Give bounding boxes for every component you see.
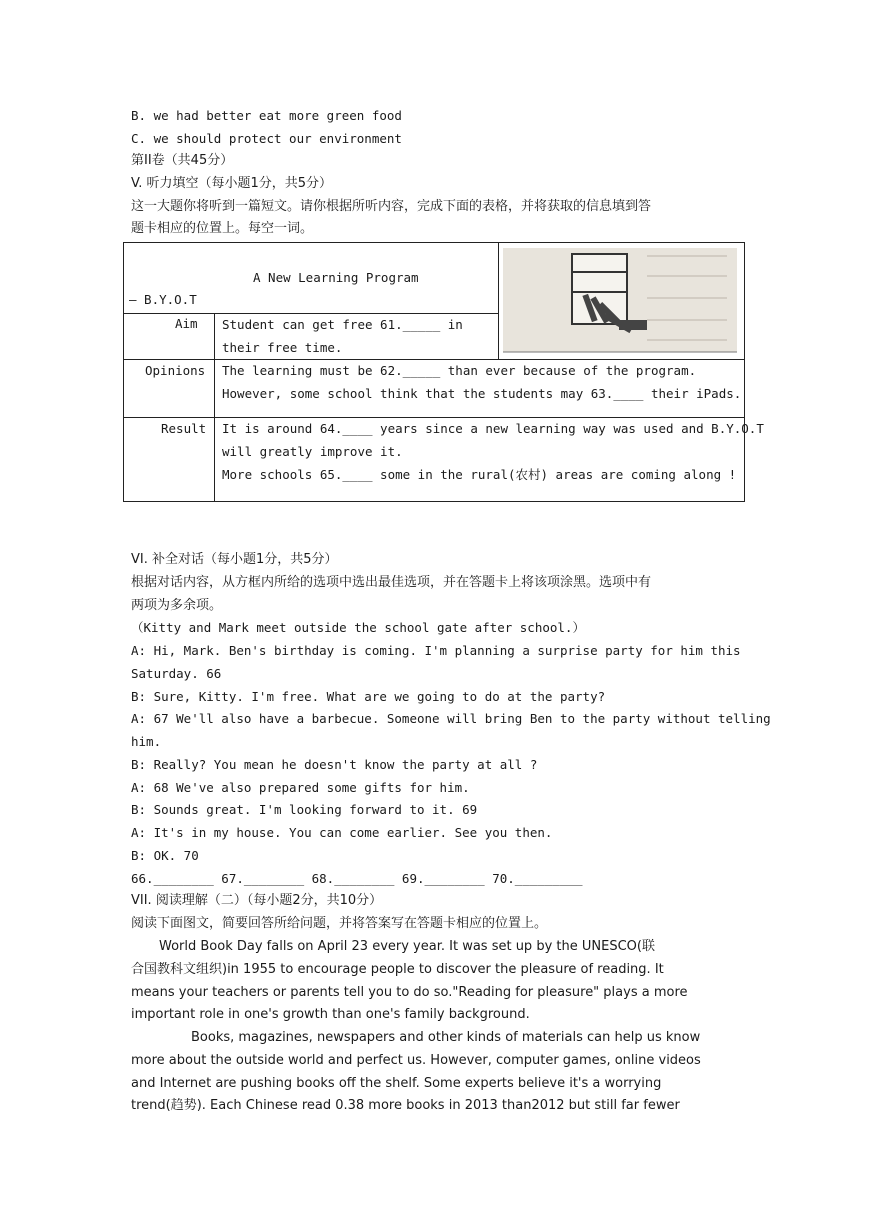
aim-line-2: their free time. (222, 340, 343, 355)
passage-line: Books, magazines, newspapers and other kinds of materials can help us know (191, 1030, 701, 1045)
opinions-line-2: However, some school think that the students may 63.____ their iPads. (222, 386, 742, 401)
row-label-aim: Aim (175, 316, 198, 331)
dialogue-line: A: It's in my house. You can come earlier. See you then. (131, 825, 553, 840)
table-title: A New Learning Program (253, 270, 419, 285)
table-subtitle: — B.Y.O.T (129, 292, 197, 307)
result-line-1: It is around 64.____ years since a new learning way was used and B.Y.O.T (222, 421, 764, 436)
dialogue-line: A: Hi, Mark. Ben's birthday is coming. I'm planning a surprise party for him this (131, 643, 741, 658)
dialogue-line: A: 67 We'll also have a barbecue. Someone will bring Ben to the party without telling (131, 711, 771, 726)
row-label-result: Result (161, 421, 207, 436)
result-line-2: will greatly improve it. (222, 444, 403, 459)
passage-line: and Internet are pushing books off the shelf. Some experts believe it's a worrying (131, 1076, 662, 1091)
row-label-opinions: Opinions (145, 363, 206, 378)
answer-blanks: 66.________ 67.________ 68.________ 69.________ 70._________ (131, 871, 583, 886)
dialogue-line: B: Sure, Kitty. I'm free. What are we going to do at the party? (131, 689, 606, 704)
dialogue-line: B: OK. 70 (131, 848, 199, 863)
passage-line: more about the outside world and perfect us. However, computer games, online videos (131, 1053, 701, 1068)
opinions-line-1: The learning must be 62._____ than ever because of the program. (222, 363, 697, 378)
dialogue-line: （Kitty and Mark meet outside the school gate after school.） (131, 620, 585, 635)
section5-instruction-cont: 题卡相应的位置上。每空一词。 (131, 221, 314, 236)
book-shelf-icon (497, 242, 745, 358)
listening-table (123, 242, 764, 502)
option-c: C. we should protect our environment (131, 131, 402, 146)
option-b: B. we had better eat more green food (131, 108, 402, 123)
dialogue-line: him. (131, 734, 162, 749)
section6-instruction-cont: 两项为多余项。 (131, 598, 223, 613)
section6-title: VI. 补全对话（每小题1分，共5分） (131, 552, 338, 567)
passage-line: means your teachers or parents tell you to do so."Reading for pleasure" plays a more (131, 985, 688, 1000)
dialogue-line: B: Sounds great. I'm looking forward to it. 69 (131, 802, 478, 817)
dialogue-line: Saturday. 66 (131, 666, 222, 681)
passage-line: trend(趋势). Each Chinese read 0.38 more books in 2013 than2012 but still far fewer (131, 1098, 680, 1113)
dialogue-line: B: Really? You mean he doesn't know the party at all ? (131, 757, 538, 772)
section2-title: 第II卷（共45分） (131, 153, 234, 168)
aim-line-1: Student can get free 61._____ in (222, 317, 463, 332)
aim-label-cell (123, 313, 215, 360)
section5-instruction: 这一大题你将听到一篇短文。请你根据所听内容，完成下面的表格，并将获取的信息填到答 (131, 199, 652, 214)
section5-title: V. 听力填空（每小题1分，共5分） (131, 176, 333, 191)
result-line-3: More schools 65.____ some in the rural(农村) areas are coming along ! (222, 467, 737, 482)
section6-instruction: 根据对话内容，从方框内所给的选项中选出最佳选项，并在答题卡上将该项涂黑。选项中有 (131, 575, 652, 590)
section7-title: VII. 阅读理解（二）（每小题2分，共10分） (131, 893, 383, 908)
passage-line: 合国教科文组织)in 1955 to encourage people to discover the pleasure of reading. It (131, 962, 664, 977)
passage-line: World Book Day falls on April 23 every year. It was set up by the UNESCO(联 (159, 939, 655, 954)
passage-line: important role in one's growth than one's family background. (131, 1007, 530, 1022)
section7-instruction: 阅读下面图文，简要回答所给问题，并将答案写在答题卡相应的位置上。 (131, 916, 548, 931)
dialogue-line: A: 68 We've also prepared some gifts for him. (131, 780, 470, 795)
